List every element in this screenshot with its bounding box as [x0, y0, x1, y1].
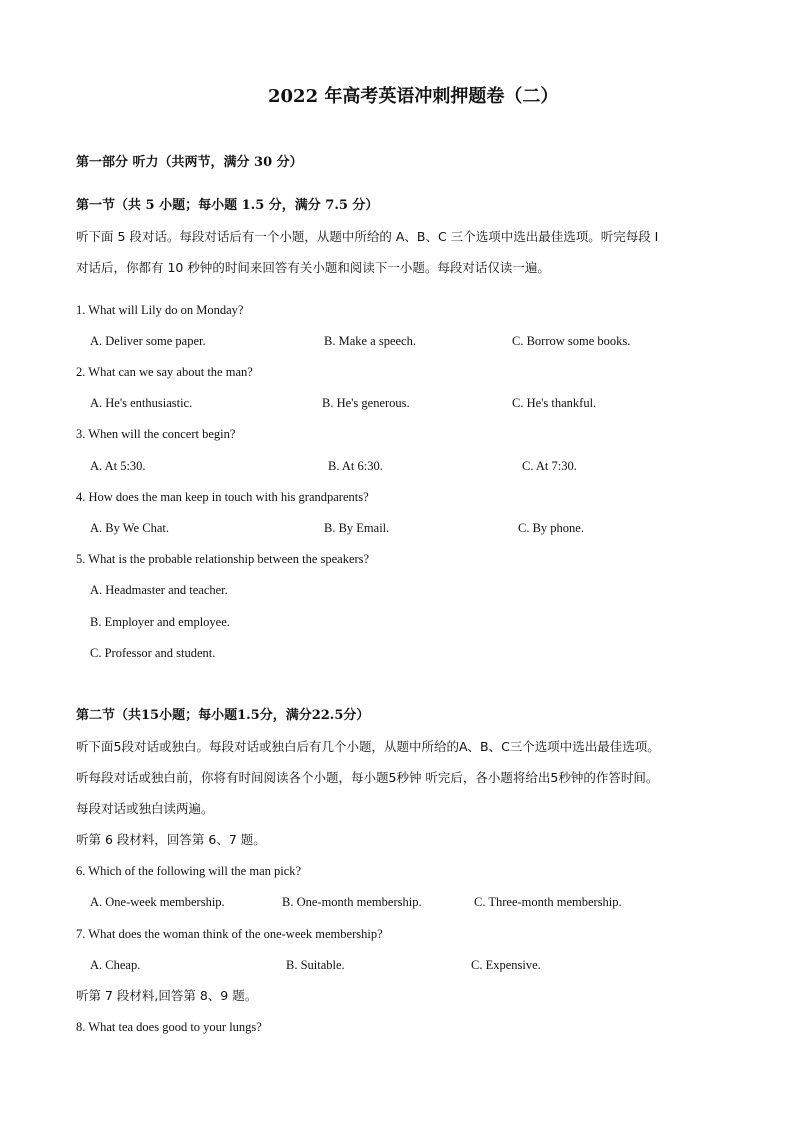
question-7-option-c: C. Expensive. — [471, 958, 541, 972]
question-6-option-b: B. One-month membership. — [282, 895, 422, 909]
section2-heading: 第二节（共15小题；每小题1.5分，满分22.5分） — [76, 708, 370, 723]
question-3-option-c: C. At 7:30. — [522, 459, 577, 473]
question-8: 8. What tea does good to your lungs? — [76, 1020, 262, 1034]
question-4-option-b: B. By Email. — [324, 521, 390, 535]
section2-instruction-line3: 每段对话或独白读两遍。 — [76, 801, 214, 816]
question-3-option-b: B. At 6:30. — [328, 459, 383, 473]
question-7-option-a: A. Cheap. — [90, 958, 141, 972]
question-5-option-c: C. Professor and student. — [90, 646, 216, 660]
question-2-option-a: A. He's enthusiastic. — [90, 396, 193, 410]
section2-instruction-line1: 听下面5段对话或独白。每段对话或独白后有几个小题，从题中所给的A、B、C三个选项中选出最佳选项。 — [76, 739, 660, 754]
question-3-option-a: A. At 5:30. — [90, 459, 146, 473]
question-4: 4. How does the man keep in touch with his grandparents? — [76, 490, 369, 504]
material-7-instruction: 听第 7 段材料,回答第 8、9 题。 — [76, 988, 258, 1003]
question-6-option-c: C. Three-month membership. — [474, 895, 622, 909]
question-4-option-c: C. By phone. — [518, 521, 584, 535]
section1-heading: 第一节（共 5 小题；每小题 1.5 分，满分 7.5 分） — [76, 198, 379, 213]
material-6-instruction: 听第 6 段材料，回答第 6、7 题。 — [76, 832, 266, 847]
section2-instruction-line2: 听每段对话或独白前，你将有时间阅读各个小题，每小题5秒钟 听完后，各小题将给出5秒钟的作答时间。 — [76, 770, 659, 785]
section1-instruction-line1: 听下面 5 段对话。每段对话后有一个小题，从题中所给的 A、B、C 三个选项中选出最佳选项。听完每段 I — [76, 229, 659, 244]
question-1: 1. What will Lily do on Monday? — [76, 303, 244, 317]
question-2-option-b: B. He's generous. — [322, 396, 410, 410]
question-7: 7. What does the woman think of the one-week membership? — [76, 927, 383, 941]
question-1-option-a: A. Deliver some paper. — [90, 334, 206, 348]
part1-heading: 第一部分 听力（共两节，满分 30 分） — [76, 155, 303, 170]
question-1-option-c: C. Borrow some books. — [512, 334, 631, 348]
question-6-option-a: A. One-week membership. — [90, 895, 225, 909]
question-4-option-a: A. By We Chat. — [90, 521, 169, 535]
question-1-option-b: B. Make a speech. — [324, 334, 416, 348]
section1-instruction-line2: 对话后，你都有 10 秒钟的时间来回答有关小题和阅读下一小题。每段对话仅读一遍。 — [76, 260, 550, 275]
question-3: 3. When will the concert begin? — [76, 427, 236, 441]
question-5-option-a: A. Headmaster and teacher. — [90, 583, 228, 597]
question-6: 6. Which of the following will the man pick? — [76, 864, 302, 878]
question-2: 2. What can we say about the man? — [76, 365, 253, 379]
question-7-option-b: B. Suitable. — [286, 958, 345, 972]
question-5-option-b: B. Employer and employee. — [90, 615, 230, 629]
question-5: 5. What is the probable relationship between the speakers? — [76, 552, 370, 566]
question-2-option-c: C. He's thankful. — [512, 396, 597, 410]
page-title: 2022 年高考英语冲刺押题卷（二） — [268, 86, 559, 107]
